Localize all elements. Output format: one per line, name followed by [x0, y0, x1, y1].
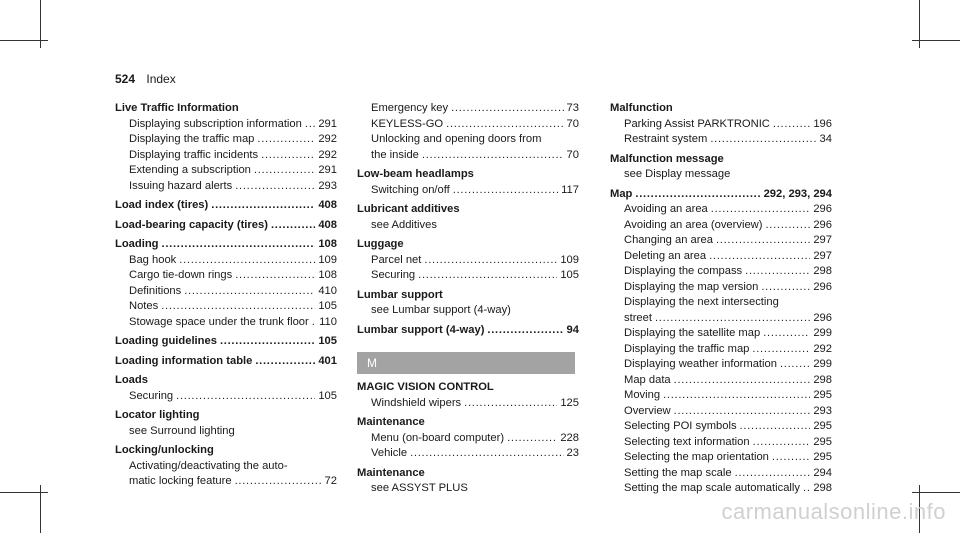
leader-dots: [422, 148, 564, 164]
index-subentry: [610, 202, 832, 218]
index-heading-text: Low-beam headlamps: [357, 168, 474, 180]
index-heading: [115, 334, 337, 350]
index-subentry: [115, 132, 337, 148]
index-subentry-text: Displaying the satellite map: [624, 327, 761, 339]
index-entry: [357, 237, 579, 284]
page-reference: 295: [813, 451, 832, 463]
index-subentry-text: Deleting an area: [624, 249, 707, 262]
index-heading-text: Lumbar support: [357, 288, 443, 301]
page-reference: 70: [566, 117, 579, 130]
index-subentry: [610, 326, 832, 342]
leader-dots: [254, 163, 315, 179]
index-subentry-text: Menu (on-board computer): [371, 431, 505, 444]
leader-dots: [235, 179, 315, 195]
index-entry: [115, 334, 337, 350]
leader-dots: [446, 117, 563, 133]
leader-dots: [410, 446, 563, 462]
index-entry: [610, 101, 832, 148]
index-subentry-text: KEYLESS-GO: [371, 117, 444, 130]
leader-dots: [773, 117, 810, 133]
index-heading: [357, 415, 579, 431]
index-heading-text: Lubricant additives: [357, 203, 460, 215]
index-subentry-text: Notes: [129, 300, 159, 312]
leader-dots: [663, 388, 810, 404]
index-subentry: [610, 404, 832, 420]
index-subentry: [610, 280, 832, 296]
index-subentry: [357, 396, 579, 412]
page-reference: 295: [813, 389, 832, 401]
index-subentry-text: see ASSYST PLUS: [371, 482, 468, 494]
page-reference: 23: [566, 447, 579, 459]
index-subentry: [610, 233, 832, 249]
index-subentry-text: Setting the map scale automatically: [624, 482, 800, 494]
index-subentry: [610, 466, 832, 482]
index-subentry-text: Changing an area: [624, 234, 713, 246]
page-reference: 292, 293, 294: [763, 187, 832, 200]
index-subentry: [357, 303, 579, 319]
leader-dots: [162, 237, 316, 253]
leader-dots: [184, 284, 315, 300]
page-reference: 108: [318, 269, 337, 281]
leader-dots: [220, 334, 315, 350]
page-reference: 105: [318, 300, 337, 312]
index-entry: [357, 167, 579, 198]
leader-dots: [271, 218, 315, 234]
page-reference: 293: [813, 404, 832, 417]
page-reference: 228: [560, 431, 579, 444]
index-heading-text: Loading guidelines: [115, 335, 217, 347]
leader-dots: [761, 280, 810, 296]
leader-dots: [424, 253, 557, 269]
index-subentry: [610, 295, 832, 311]
index-entry: [357, 466, 579, 497]
leader-dots: [674, 373, 811, 389]
leader-dots: [179, 253, 315, 269]
index-heading-text: Loads: [115, 374, 148, 386]
index-heading: [115, 443, 337, 459]
index-subentry: [610, 388, 832, 404]
page-reference: 298: [813, 482, 832, 494]
index-heading-text: Lumbar support (4-way): [357, 323, 485, 336]
leader-dots: [655, 311, 810, 327]
page-reference: 294: [813, 466, 832, 479]
page-reference: 293: [318, 179, 337, 192]
index-subentry-text: Map data: [624, 373, 671, 386]
leader-dots: [161, 299, 315, 315]
leader-dots: [745, 264, 810, 280]
index-subentry: [115, 163, 337, 179]
index-heading: [610, 187, 832, 203]
index-subentry-text: Unlocking and opening doors from: [371, 133, 542, 145]
index-subentry-text: Avoiding an area: [624, 203, 708, 215]
index-subentry: [357, 218, 579, 234]
index-subentry-text: Switching on/off: [371, 183, 450, 196]
index-subentry-text: Restraint system: [624, 133, 708, 145]
index-heading-text: Load index (tires): [115, 199, 209, 211]
index-subentry: [357, 132, 579, 148]
leader-dots: [487, 323, 563, 339]
index-subentry: [115, 389, 337, 405]
index-heading: [357, 288, 579, 304]
index-entry: [115, 218, 337, 234]
index-heading: [357, 167, 579, 183]
index-subentry-text: matic locking feature: [129, 475, 232, 487]
index-heading-text: Maintenance: [357, 466, 425, 479]
page-reference: 295: [813, 420, 832, 432]
index-entry: [357, 101, 579, 163]
index-heading-text: Load-bearing capacity (tires): [115, 218, 268, 231]
index-subentry: [357, 481, 579, 497]
index-entry: [115, 443, 337, 490]
page-reference: 296: [813, 280, 832, 293]
index-subentry-text: Extending a subscription: [129, 164, 251, 176]
index-entry: [115, 354, 337, 370]
index-subentry: [610, 419, 832, 435]
index-heading-text: Locator lighting: [115, 409, 200, 421]
leader-dots: [709, 249, 810, 265]
page-reference: 295: [813, 435, 832, 448]
index-subentry-text: Emergency key: [371, 102, 449, 114]
index-entry: [115, 373, 337, 404]
page-reference: 105: [318, 335, 337, 347]
page-reference: 110: [319, 315, 337, 328]
page-reference: 94: [566, 323, 579, 336]
index-subentry-text: Securing: [371, 269, 416, 281]
leader-dots: [740, 419, 811, 435]
leader-dots: [235, 268, 315, 284]
index-column-3: [610, 101, 832, 501]
index-entry: [357, 380, 579, 411]
page-reference: 296: [813, 203, 832, 215]
index-subentry: [115, 148, 337, 164]
index-heading-text: Map: [610, 187, 633, 200]
index-subentry: [115, 315, 337, 331]
page-reference: 296: [813, 311, 832, 324]
index-subentry: [610, 481, 832, 497]
index-subentry: [610, 342, 832, 358]
index-subentry-text: Displaying the compass: [624, 265, 743, 277]
leader-dots: [235, 474, 322, 490]
index-heading: [115, 373, 337, 389]
index-entry: [610, 152, 832, 183]
index-subentry-text: Displaying traffic incidents: [129, 148, 259, 161]
leader-dots: [464, 396, 557, 412]
index-subentry: [357, 268, 579, 284]
index-heading: [115, 354, 337, 370]
index-column-1: [115, 101, 337, 494]
index-heading-text: Malfunction: [610, 102, 673, 114]
leader-dots: [451, 101, 563, 117]
index-heading-text: Locking/unlocking: [115, 444, 214, 456]
page-reference: 73: [566, 102, 579, 114]
page-reference: 298: [813, 265, 832, 277]
index-subentry-text: Displaying weather information: [624, 358, 777, 370]
index-entry: [115, 198, 337, 214]
index-subentry-text: the inside: [371, 148, 419, 161]
index-heading: [357, 323, 579, 339]
index-heading: [357, 202, 579, 218]
page-reference: 196: [813, 117, 832, 130]
page-reference: 291: [318, 117, 337, 130]
index-subentry-text: Definitions: [129, 284, 182, 297]
index-subentry: [357, 446, 579, 462]
index-heading: [115, 218, 337, 234]
index-subentry-text: street: [624, 311, 652, 324]
page-reference: 401: [318, 354, 337, 367]
page-reference: 297: [813, 234, 832, 246]
index-subentry: [115, 284, 337, 300]
index-subentry-text: Displaying the map version: [624, 280, 759, 293]
leader-dots: [453, 183, 558, 199]
crop-mark: [0, 40, 48, 41]
index-subentry: [115, 117, 337, 133]
crop-mark: [0, 492, 48, 493]
index-subentry-text: Bag hook: [129, 253, 177, 266]
index-subentry: [115, 424, 337, 440]
page-reference: 408: [318, 199, 337, 211]
index-subentry: [610, 450, 832, 466]
crop-mark: [912, 40, 960, 41]
page-reference: 105: [318, 389, 337, 402]
index-subentry-text: Displaying the traffic map: [129, 133, 255, 145]
leader-dots: [735, 466, 811, 482]
page-reference: 410: [318, 284, 337, 297]
leader-dots: [710, 132, 816, 148]
index-subentry: [115, 299, 337, 315]
page-reference: 299: [813, 358, 832, 370]
index-subentry-text: Moving: [624, 389, 661, 401]
leader-dots: [257, 132, 315, 148]
index-entry: [115, 101, 337, 194]
index-entry: [610, 187, 832, 497]
index-subentry-text: Displaying subscription information: [129, 117, 302, 130]
index-entry: [357, 415, 579, 462]
leader-dots: [763, 326, 810, 342]
index-subentry: [357, 148, 579, 164]
index-subentry: [357, 431, 579, 447]
index-subentry: [357, 253, 579, 269]
page-reference: 408: [318, 218, 337, 231]
index-subentry: [610, 249, 832, 265]
page-reference: 292: [813, 342, 832, 355]
index-subentry-text: Overview: [624, 404, 671, 417]
index-entry: [357, 288, 579, 319]
index-column-2: [357, 101, 579, 501]
index-subentry: [610, 117, 832, 133]
leader-dots: [674, 404, 811, 420]
leader-dots: [753, 435, 811, 451]
index-heading: [610, 101, 832, 117]
index-subentry-text: Activating/deactivating the auto-: [129, 459, 288, 472]
index-heading: [357, 237, 579, 253]
index-subentry: [610, 132, 832, 148]
index-heading-text: Maintenance: [357, 416, 425, 428]
index-subentry-text: see Display message: [624, 168, 731, 180]
index-subentry-text: Issuing hazard alerts: [129, 179, 233, 192]
leader-dots: [418, 268, 557, 284]
leader-dots: [780, 357, 810, 373]
index-subentry-text: Displaying the next intersecting: [624, 296, 779, 308]
leader-dots: [752, 342, 810, 358]
index-subentry: [357, 101, 579, 117]
index-subentry: [357, 183, 579, 199]
leader-dots: [711, 202, 811, 218]
index-subentry-text: Selecting text information: [624, 435, 750, 448]
index-subentry: [115, 179, 337, 195]
index-subentry: [610, 264, 832, 280]
page-reference: 70: [566, 148, 579, 161]
index-subentry-text: Vehicle: [371, 447, 408, 459]
leader-dots: [305, 117, 315, 133]
index-subentry: [357, 117, 579, 133]
index-heading-text: Loading information table: [115, 354, 253, 367]
index-heading-text: Luggage: [357, 238, 404, 250]
page-reference: 292: [318, 148, 337, 161]
page-reference: 291: [318, 164, 337, 176]
leader-dots: [211, 198, 315, 214]
index-heading: [115, 237, 337, 253]
index-heading-text: Malfunction message: [610, 152, 724, 165]
index-subentry-text: see Lumbar support (4-way): [371, 304, 511, 316]
index-heading: [115, 198, 337, 214]
index-subentry-text: see Additives: [371, 218, 437, 231]
leader-dots: [255, 354, 315, 370]
index-subentry-text: Avoiding an area (overview): [624, 218, 763, 231]
crop-mark: [912, 492, 960, 493]
index-subentry: [610, 311, 832, 327]
leader-dots: [716, 233, 810, 249]
leader-dots: [261, 148, 315, 164]
index-heading-text: Loading: [115, 238, 159, 250]
index-heading-text: Live Traffic Information: [115, 102, 239, 114]
page-reference: 298: [813, 373, 832, 386]
section-title: Index: [146, 72, 176, 86]
index-heading: [357, 466, 579, 482]
page-reference: 125: [560, 396, 579, 409]
leader-dots: [176, 389, 315, 405]
index-subentry-text: Selecting POI symbols: [624, 420, 737, 432]
page-reference: 296: [813, 218, 832, 231]
index-subentry-text: Parcel net: [371, 253, 422, 266]
index-subentry: [610, 373, 832, 389]
page-reference: 105: [560, 269, 579, 281]
leader-dots: [803, 481, 810, 497]
index-subentry-text: Securing: [129, 389, 174, 402]
page-reference: 72: [324, 475, 337, 487]
index-heading: [115, 408, 337, 424]
page-reference: 109: [318, 253, 337, 266]
page-number: 524: [115, 72, 136, 86]
page-reference: 117: [561, 183, 579, 196]
index-entry: [357, 202, 579, 233]
page-reference: 108: [318, 238, 337, 250]
index-heading: [115, 101, 337, 117]
index-subentry-text: Cargo tie-down rings: [129, 269, 233, 281]
index-heading-text: MAGIC VISION CONTROL: [357, 381, 494, 393]
leader-dots: [312, 315, 316, 331]
watermark: carmanualsonline.info: [721, 499, 946, 524]
page-header: [115, 72, 176, 86]
index-subentry: [610, 218, 832, 234]
index-entry: [115, 408, 337, 439]
index-subentry-text: Stowage space under the trunk floor: [129, 315, 309, 328]
page-reference: 34: [819, 133, 832, 145]
index-subentry-text: Selecting the map orientation: [624, 451, 769, 463]
index-subentry-text: Windshield wipers: [371, 396, 462, 409]
index-subentry-text: Setting the map scale: [624, 466, 732, 479]
index-entry: [115, 237, 337, 330]
leader-dots: [635, 187, 760, 203]
index-subentry: [115, 253, 337, 269]
index-subentry-text: see Surround lighting: [129, 424, 235, 437]
page-reference: 297: [813, 249, 832, 262]
index-letter-band: M: [357, 352, 575, 374]
index-subentry: [610, 357, 832, 373]
index-heading: [610, 152, 832, 168]
index-entry: [357, 323, 579, 339]
index-subentry: [115, 268, 337, 284]
index-subentry: [115, 459, 337, 475]
index-subentry-text: Parking Assist PARKTRONIC: [624, 117, 770, 130]
index-subentry: [610, 435, 832, 451]
page-reference: 292: [318, 133, 337, 145]
index-subentry: [115, 474, 337, 490]
leader-dots: [507, 431, 557, 447]
index-subentry: [610, 167, 832, 183]
leader-dots: [765, 218, 810, 234]
index-subentry-text: Displaying the traffic map: [624, 342, 750, 355]
page-reference: 109: [560, 253, 579, 266]
page-reference: 299: [813, 327, 832, 339]
index-heading: [357, 380, 579, 396]
leader-dots: [772, 450, 810, 466]
